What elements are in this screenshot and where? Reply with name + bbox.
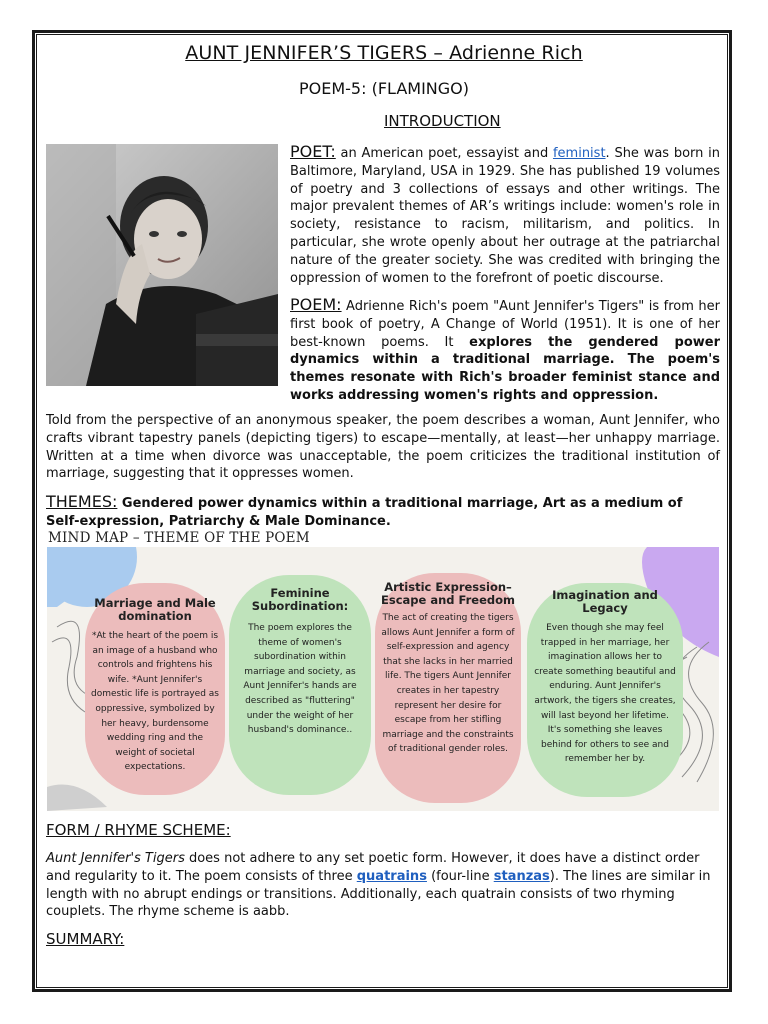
bubble-heading: Marriage and Male domination [94, 596, 216, 623]
bubble-body: The act of creating the tigers allows Aunt Jennifer a form of self-expression and agency that she lacks in her married life. The tigers Aunt Jennifer creates in her tapestry represent her desire for escape from her stifling marriage and the constraints of traditional gender roles. [381, 613, 515, 755]
poem-paragraph [290, 296, 720, 405]
form-paragraph [46, 850, 720, 921]
poet-text-1: an American poet, essayist and [335, 146, 553, 161]
document-title: AUNT JENNIFER’S TIGERS – Adrienne Rich [185, 42, 583, 64]
portrait-illustration [46, 144, 278, 386]
poem-title-italic: Aunt Jennifer's Tigers [46, 851, 185, 866]
mindmap-bubble-imagination [527, 583, 683, 797]
poem-label: POEM: [290, 295, 342, 314]
bubble-body: Even though she may feel trapped in her marriage, her imagination allows her to create something beautiful and enduring. Aunt Jennifer's artwork, the tigers she creates, will last beyond her lifetime. It's something she leaves behind for others to see and remember her by. [534, 623, 676, 765]
bubble-heading: Imagination and Legacy [552, 588, 658, 615]
introduction-heading: INTRODUCTION [384, 112, 501, 130]
bubble-heading: Artistic Expression–Escape and Freedom [381, 580, 516, 607]
form-heading: FORM / RHYME SCHEME: [46, 821, 231, 839]
quatrains-link[interactable]: quatrains [356, 868, 427, 884]
poet-text-2: . She was born in Baltimore, Maryland, USA in 1929. She has published 19 volumes of poetry and 3 collections of essays and other writings. The major prevalent themes of AR’s writings include: women's role in society, resistance to racism, militarism, and politics. In particular, she wrote openly about her outrage at the patriarchal nature of the greater society. She was credited with bringing the oppression of women to the forefront of poetic discourse. [290, 146, 720, 286]
themes-text: Gendered power dynamics within a traditional marriage, Art as a medium of Self-expression, Patriarchy & Male Dominance. [46, 496, 683, 529]
form-text-3: ). The lines are similar in length with no abrupt endings or transitions. Additionally, each quatrain consists of two rhyming couplets. The rhyme scheme is aabb. [46, 868, 711, 920]
document-subtitle: POEM-5: (FLAMINGO) [299, 79, 469, 98]
feminist-link[interactable]: feminist [552, 146, 606, 161]
poet-label: POET: [290, 142, 336, 161]
form-text-2: (four-line [426, 868, 494, 884]
poet-paragraph [290, 143, 720, 287]
poem-bold-text: explores the gendered power dynamics within a traditional marriage. The poem's themes resonate with Rich's broader feminist stance and works addressing women's rights and oppression. [290, 334, 720, 403]
mindmap-bubble-artistic [375, 573, 521, 803]
stanzas-link[interactable]: stanzas [493, 868, 550, 884]
poet-portrait-image [46, 144, 278, 386]
themes-label: THEMES: [46, 492, 118, 511]
themes-paragraph [46, 493, 720, 531]
form-text-1: does not adhere to any set poetic form. However, it does have a distinct order and regularity to it. The poem consists of three [46, 851, 700, 884]
mindmap-bubble-marriage [85, 583, 225, 795]
poem-text-1: Adrienne Rich's poem "Aunt Jennifer's Tigers" is from her first book of poetry, A Change of World (1951). It is one of her best-known poems. It [290, 299, 720, 350]
mindmap-title: MIND MAP – THEME OF THE POEM [48, 530, 310, 546]
mindmap-bubble-subordination [229, 575, 371, 795]
bubble-body: The poem explores the theme of women's subordination within marriage and society, as Aunt Jennifer's hands are described as "fluttering" under the weight of her husband's dominance.. [243, 623, 357, 736]
bubble-heading: Feminine Subordination: [251, 586, 349, 613]
mindmap-image [47, 547, 719, 811]
bubble-body: *At the heart of the poem is an image of a husband who controls and frightens his wife. *Aunt Jennifer's domestic life is portrayed as oppressive, symbolized by her heavy, burdensome wedding ring and the weight of societal expectations. [91, 631, 219, 773]
summary-heading: SUMMARY: [46, 930, 125, 948]
told-paragraph: Told from the perspective of an anonymous speaker, the poem describes a woman, Aunt Jennifer, who crafts vibrant tapestry panels (depicting tigers) to escape—mentally, at least—her unhappy marriage. Written at a time when divorce was unacceptable, the poem criticizes the traditional institution of marriage, suggesting that it oppresses women. [46, 413, 720, 482]
